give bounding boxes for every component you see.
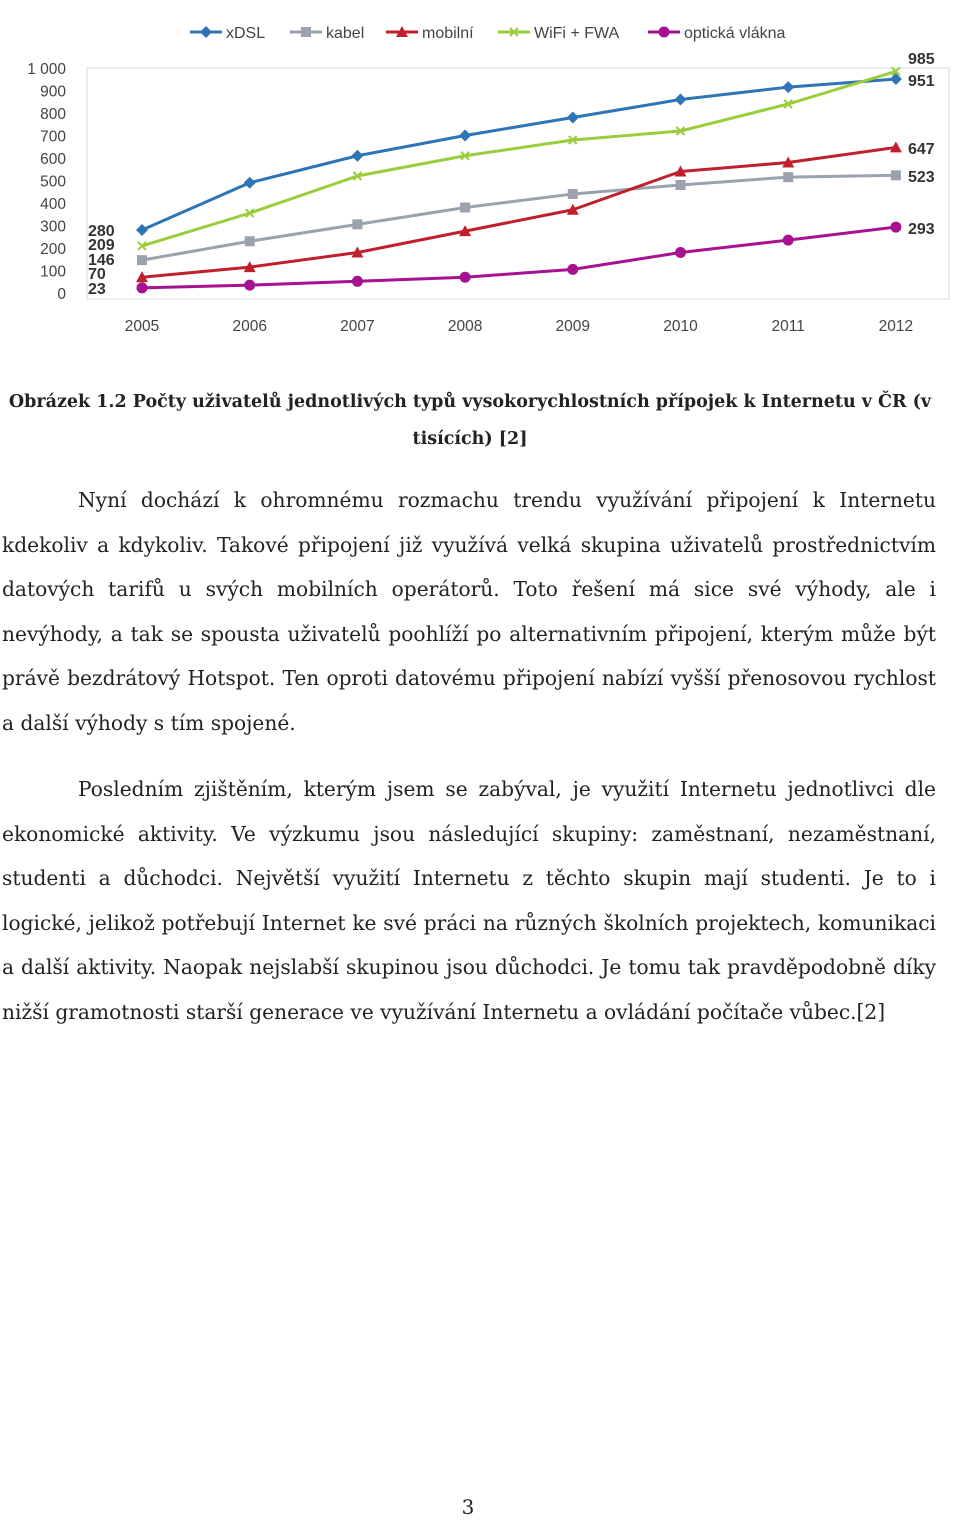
legend-label: mobilní: [422, 25, 474, 42]
legend-label: optická vlákna: [684, 25, 786, 42]
series-1-point: [460, 203, 470, 213]
start-data-label: 280: [88, 223, 115, 240]
series-4-point: [890, 222, 901, 233]
y-tick-label: 400: [40, 196, 66, 213]
series-1-point: [137, 255, 147, 265]
y-tick-label: 0: [57, 286, 66, 303]
legend-1-point: [301, 27, 311, 37]
x-tick-label: 2009: [555, 318, 591, 335]
x-tick-label: 2005: [124, 318, 160, 335]
end-data-label: 293: [908, 221, 935, 238]
y-tick-label: 900: [40, 83, 66, 101]
series-1-point: [891, 170, 901, 180]
series-0-point: [244, 177, 256, 189]
series-0-point: [675, 94, 687, 106]
paragraph-2: Posledním zjištěním, kterým jsem se zabýval, je využití Internetu jednotlivci dle ekonomické aktivity. Ve výzkumu jsou následující skupiny: zaměstnaní, nezaměstnaní, studenti a důchodci. Největší využití Internetu z těchto skupin mají studenti. Je to i logické, jelikož potřebují Internet ke své práci na různých školních projektech, komunikaci a další aktivity. Naopak nejslabší skupinou jsou důchodci. Je tomu tak pravděpodobně díky nižší gramotnosti starší generace ve využívání Internetu a ovládání počítače vůbec.[2]: [2, 777, 936, 1024]
line-chart: [0, 0, 960, 345]
series-0-point: [459, 130, 471, 142]
x-tick-label: 2006: [232, 318, 267, 335]
series-4-point: [352, 276, 363, 287]
start-data-label: 23: [88, 281, 106, 298]
x-tick-label: 2011: [771, 318, 805, 335]
series-0-point: [782, 81, 794, 93]
start-data-label: 146: [88, 252, 115, 269]
series-4-point: [460, 272, 471, 283]
series-4-line: [142, 227, 896, 288]
series-0-point: [136, 224, 148, 236]
x-tick-label: 2008: [447, 318, 483, 335]
page-number: 3: [461, 1495, 475, 1519]
start-data-label: 70: [88, 266, 106, 283]
end-data-label: 951: [908, 73, 935, 90]
y-tick-label: 800: [40, 106, 66, 123]
y-tick-label: 200: [40, 241, 66, 258]
end-data-label: 647: [908, 141, 935, 158]
series-0-point: [567, 112, 579, 124]
paragraph-1: Nyní dochází k ohromnému rozmachu trendu využívání připojení k Internetu kdekoliv a kdykoliv. Takové připojení již využívá velká skupina uživatelů prostřednictvím datových tarifů u svých mobilních operátorů. Toto řešení má sice své výhody, ale i nevýhody, a tak se spousta uživatelů poohlíží po alternativním připojení, kterým může být právě bezdrátový Hotspot. Ten oproti datovému připojení nabízí vyšší přenosovou rychlost a další výhody s tím spojené.: [2, 488, 936, 735]
start-data-label: 209: [88, 237, 115, 254]
plot-frame: [87, 68, 949, 299]
series-4-point: [137, 282, 148, 293]
x-tick-label: 2010: [663, 318, 698, 335]
y-tick-label: 1 000: [27, 61, 66, 78]
series-1-point: [568, 189, 578, 199]
end-data-label: 523: [908, 169, 935, 186]
y-tick-label: 100: [40, 263, 66, 281]
series-1-point: [352, 219, 362, 229]
series-4-point: [675, 247, 686, 258]
x-tick-label: 2012: [878, 318, 914, 335]
figure-caption: Obrázek 1.2 Počty uživatelů jednotlivých typů vysokorychlostních přípojek k Internetu v ČR (v tisících) [2]: [8, 392, 932, 449]
series-0-line: [142, 79, 896, 230]
series-4-point: [244, 280, 255, 291]
legend-0-point: [200, 26, 212, 38]
series-4-point: [783, 235, 794, 246]
x-tick-label: 2007: [340, 318, 375, 335]
chart-svg: [0, 0, 960, 345]
y-tick-label: 500: [40, 173, 66, 191]
series-1-point: [783, 172, 793, 182]
end-data-label: 985: [908, 51, 935, 68]
y-tick-label: 600: [40, 151, 66, 168]
series-0-point: [351, 150, 363, 162]
legend-label: xDSL: [226, 25, 266, 42]
y-tick-label: 300: [40, 218, 66, 236]
legend-label: WiFi + FWA: [534, 25, 620, 42]
legend-4-point: [659, 27, 670, 38]
y-tick-label: 700: [40, 128, 66, 146]
legend-label: kabel: [326, 25, 365, 42]
series-1-point: [676, 180, 686, 190]
series-4-point: [567, 264, 578, 275]
series-1-line: [142, 175, 896, 260]
series-1-point: [245, 236, 255, 246]
